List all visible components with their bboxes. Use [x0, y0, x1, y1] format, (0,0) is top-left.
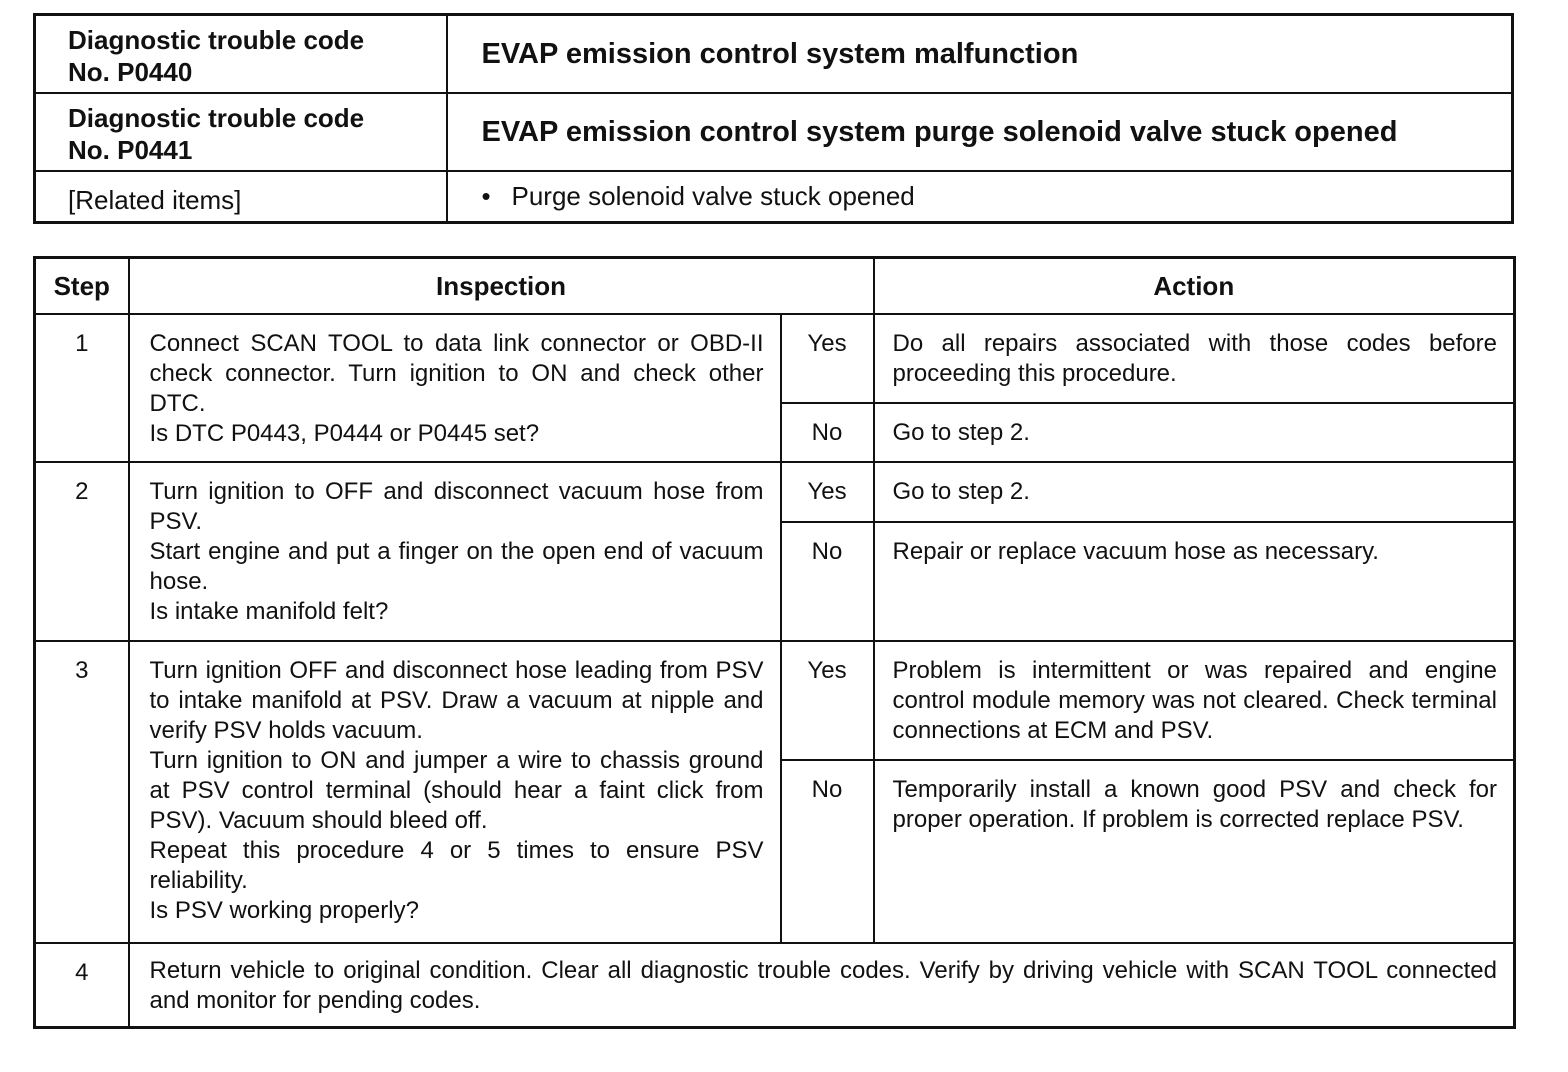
no-label: No: [781, 522, 874, 641]
yes-label: Yes: [781, 641, 874, 760]
dtc-label: [35, 93, 447, 171]
related-items-label: [Related items]: [35, 171, 447, 223]
related-items-row: [35, 171, 1513, 223]
no-action: Temporarily install a known good PSV and check for proper operation. If problem is corrected replace PSV.: [874, 760, 1515, 943]
step-number: 3: [35, 641, 129, 943]
step-row: [35, 462, 1515, 522]
step-row: [35, 943, 1515, 1028]
inspection-line: Start engine and put a finger on the open end of vacuum hose.: [149, 538, 764, 595]
procedure-header-row: [35, 258, 1515, 315]
inspection-line: Turn ignition OFF and disconnect hose leading from PSV to intake manifold at PSV. Draw a vacuum at nipple and verify PSV holds vacuum.: [149, 657, 764, 744]
dtc-label: [35, 15, 447, 93]
dtc-row: [35, 93, 1513, 171]
step-number: 1: [35, 314, 129, 462]
dtc-header-table: [33, 13, 1514, 224]
inspection-line: Is PSV working properly?: [149, 897, 419, 924]
step-row: [35, 314, 1515, 403]
yes-label: Yes: [781, 462, 874, 522]
inspection-text: [129, 641, 781, 943]
no-action: Go to step 2.: [874, 403, 1515, 462]
related-items-value: [447, 171, 1513, 223]
inspection-line: Connect SCAN TOOL to data link connector or OBD-II check connector. Turn ignition to ON and check other DTC.: [149, 330, 764, 417]
dtc-label-line: Diagnostic trouble code: [68, 102, 365, 133]
yes-action: Problem is intermittent or was repaired and engine control module memory was not cleared. Check terminal connections at ECM and PSV.: [874, 641, 1515, 760]
dtc-label-line: Diagnostic trouble code: [68, 25, 365, 55]
dtc-description: EVAP emission control system malfunction: [447, 15, 1513, 93]
step-row: [35, 641, 1515, 760]
inspection-line: Turn ignition to OFF and disconnect vacuum hose from PSV.: [149, 478, 764, 535]
step-column-header: Step: [35, 258, 129, 315]
final-step-text: Return vehicle to original condition. Clear all diagnostic trouble codes. Verify by driving vehicle with SCAN TOOL connected and monitor for pending codes.: [129, 943, 1515, 1028]
dtc-label-line: No. P0441: [68, 134, 193, 165]
dtc-description: EVAP emission control system purge solenoid valve stuck opened: [447, 93, 1513, 171]
related-item: Purge solenoid valve stuck opened: [511, 181, 915, 212]
no-label: No: [781, 760, 874, 943]
inspection-column-header: Inspection: [129, 258, 874, 315]
inspection-text: [129, 314, 781, 462]
yes-action: Do all repairs associated with those codes before proceeding this procedure.: [874, 314, 1515, 403]
dtc-row: [35, 15, 1513, 93]
bullet-icon: •: [481, 181, 491, 212]
action-column-header: Action: [874, 258, 1515, 315]
no-label: No: [781, 403, 874, 462]
inspection-line: Repeat this procedure 4 or 5 times to ensure PSV reliability.: [149, 837, 764, 894]
inspection-text: [129, 462, 781, 641]
no-action: Repair or replace vacuum hose as necessary.: [874, 522, 1515, 641]
yes-label: Yes: [781, 314, 874, 403]
yes-action: Go to step 2.: [874, 462, 1515, 522]
inspection-line: Is DTC P0443, P0444 or P0445 set?: [149, 420, 540, 447]
inspection-line: Turn ignition to ON and jumper a wire to chassis ground at PSV control terminal (should hear a faint click from PSV). Vacuum should bleed off.: [149, 747, 764, 834]
procedure-table: [33, 256, 1516, 1029]
dtc-label-line: No. P0440: [68, 57, 193, 87]
step-number: 4: [35, 943, 129, 1028]
inspection-line: Is intake manifold felt?: [149, 598, 389, 625]
step-number: 2: [35, 462, 129, 641]
